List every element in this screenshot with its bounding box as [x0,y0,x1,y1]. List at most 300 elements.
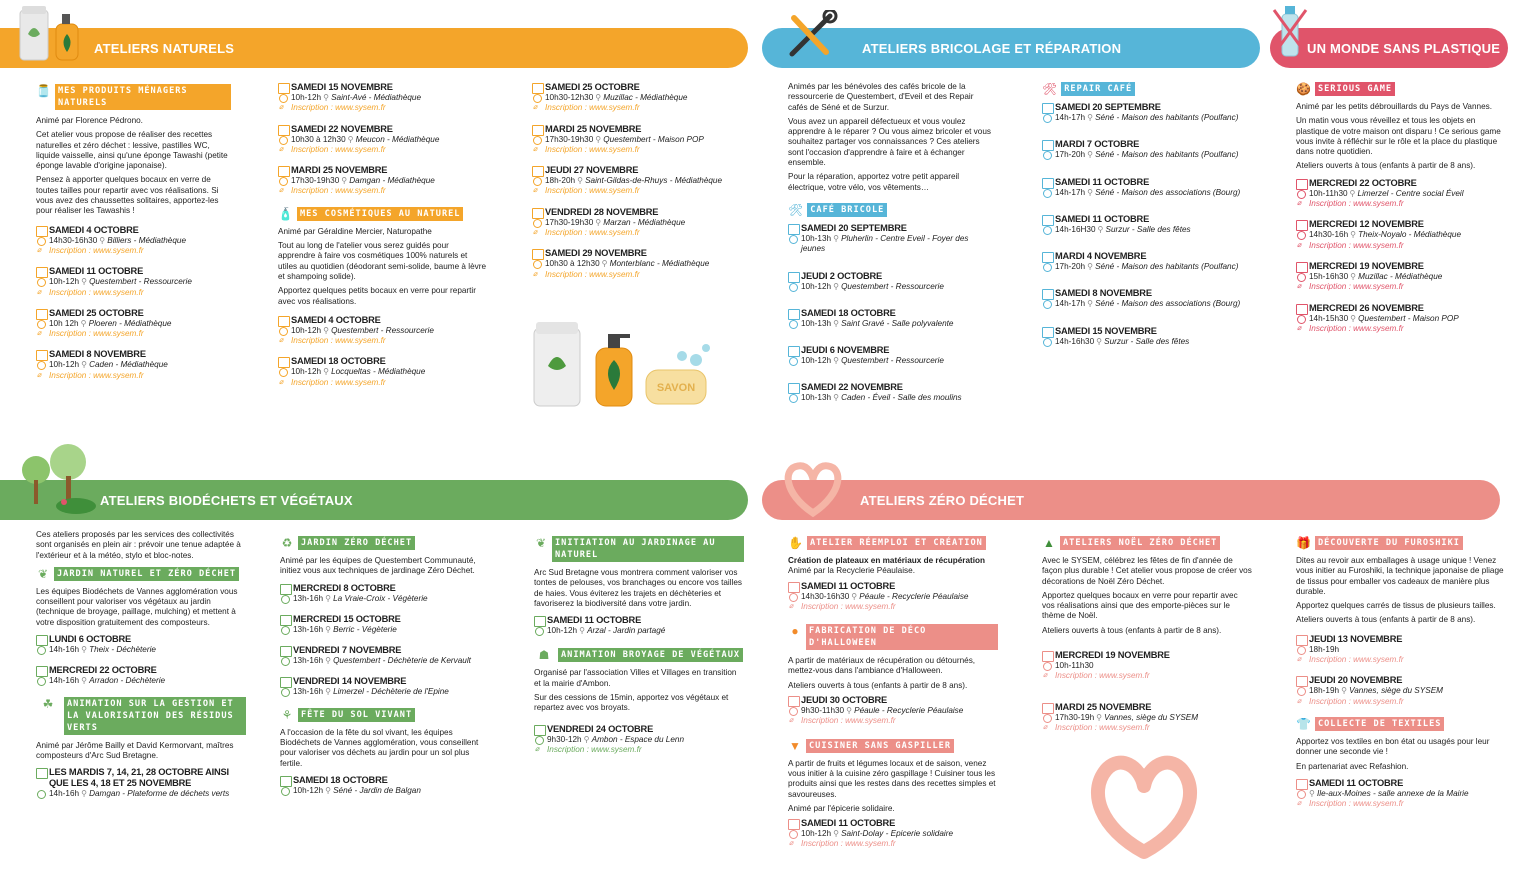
event-date: SAMEDI 11 OCTOBRE [788,818,998,829]
event-date: MARDI 25 NOVEMBRE [532,124,742,135]
event-date: SAMEDI 11 OCTOBRE [534,615,744,626]
event-inscription[interactable]: ⌀ Inscription : www.sysem.fr [36,246,231,256]
pin-icon: ⚲ [595,134,602,144]
time: 10h-12h [293,785,324,795]
text: Animé par Jérôme Bailly et David Kermorvant, maîtres composteurs d'Arc Sud Bretagne. [36,740,234,760]
heart-hands-illustration [1080,752,1208,862]
event [788,223,993,255]
time: 10h-12h [801,829,832,839]
event [278,82,488,114]
event-inscription[interactable]: ⌀ Inscription : www.sysem.fr [532,228,742,238]
time: 18h-19h [1309,686,1340,696]
event-time: ⚲ Ile-aux-Moines - salle annexe de la Mairie [1296,789,1506,799]
event-date: JEUDI 2 OCTOBRE [788,271,993,282]
time: 17h30-19h30 [545,134,594,144]
event-date: VENDREDI 28 NOVEMBRE [532,207,742,218]
text: Pour la réparation, apportez votre petit appareil électrique, votre vélo, vos vêtements… [788,172,960,192]
event-time: 10h-12h ⚲ Séné - Jardin de Balgan [280,786,490,796]
pin-icon: ⚲ [1341,686,1348,696]
event-date: JEUDI 30 OCTOBRE [788,695,998,706]
event-time [278,135,488,145]
event-inscription[interactable]: ⌀ Inscription : www.sysem.fr [532,145,742,155]
event-time [1042,150,1257,160]
place: Questembert - Ressourcerie [841,281,944,291]
event-time: 9h30-11h30 ⚲ Péaule - Recyclerie Péaulaise [788,706,998,716]
time: 10h 12h [49,318,79,328]
tshirt-icon: 👕 [1296,716,1311,731]
pin-icon: ⚲ [1096,712,1103,722]
event-date: SAMEDI 11 OCTOBRE [1296,778,1506,789]
event-date: SAMEDI 11 OCTOBRE [36,266,231,277]
event-time [1042,262,1257,272]
heart-hands-icon [778,458,848,520]
time: 14h30-16h30 [801,591,850,601]
event [36,308,231,340]
pin-icon: ⚲ [1349,188,1356,198]
place: Vannes, siège du SYSEM [1104,712,1199,722]
text: A partir de fruits et légumes locaux et de saison, venez vous initier à la cuisine zéro gaspillage ! Cuisiner tous les produits ainsi que les restes dans des recettes simples et savoureuses. [788,758,996,799]
place: Séné - Maison des associations (Bourg) [1095,187,1241,197]
pin-icon: ⚲ [1097,224,1104,234]
place: Péaule - Recyclerie Péaulaise [854,706,964,716]
text: Animé par Géraldine Mercier, Naturopathe [278,226,432,236]
section-title: ATELIER RÉEMPLOI ET CRÉATION [807,536,986,550]
event-date: SAMEDI 18 OCTOBRE [280,775,490,786]
place: Questembert - Maison POP [603,134,704,144]
text: Apportez quelques petits bocaux en verre pour repartir avec vos réalisations. [278,286,476,306]
event-date: VENDREDI 14 NOVEMBRE [280,676,490,687]
event-date: SAMEDI 25 OCTOBRE [36,308,231,319]
event-date: MERCREDI 22 OCTOBRE [1296,178,1506,189]
section-title: FÊTE DU SOL VIVANT [298,708,415,722]
event [532,207,742,239]
event [36,634,246,655]
event-time [532,93,742,103]
place: Berric - Végèterie [333,624,397,634]
section-title: ANIMATION SUR LA GESTION ET LA VALORISATION DES RÉSIDUS VERTS [64,697,246,735]
pin-icon: ⚲ [81,360,88,370]
event-date: MARDI 7 OCTOBRE [1042,139,1257,150]
trees-compost-icon [16,440,106,520]
time: 15h-16h30 [1309,271,1349,281]
pin-icon: ⚲ [341,176,348,186]
place: Muzillac - Médiathèque [603,93,688,102]
event-time [788,319,993,329]
pin-icon: ⚲ [1350,230,1357,240]
event [788,695,998,727]
time: 13h-16h [293,593,324,603]
event-date: SAMEDI 20 SEPTEMBRE [788,223,993,234]
event [280,676,490,697]
place: Questembert - Maison POP [1358,313,1459,323]
event-inscription[interactable]: ⌀ Inscription : www.sysem.fr [1296,799,1506,809]
place: Saint-Avé - Médiathèque [331,93,422,102]
event [1042,139,1257,160]
event-time [788,393,993,403]
event-inscription[interactable]: ⌀ Inscription : www.sysem.fr [1296,282,1506,292]
event-date: MERCREDI 22 OCTOBRE [36,665,246,676]
col-repair-cafe [1042,82,1257,363]
text: A partir de matériaux de récupération ou détournés, mettez-vous dans l'ambiance d'Halloween. [788,656,976,676]
place: Séné - Maison des associations (Bourg) [1095,299,1241,309]
text: Animés par les bénévoles des cafés bricole de la ressourcerie de Questembert, d'Eveil et des Repair cafés de Séné et de Surzur. [788,82,974,112]
event-time [278,176,488,186]
event-time [36,360,231,370]
section-title: ATELIERS NOËL ZÉRO DÉCHET [1060,536,1220,550]
text: Animé par l'épicerie solidaire. [788,803,895,813]
time: 10h-13h [801,318,832,328]
time: 10h-12h [291,93,322,102]
carrot-icon: ▼ [789,738,801,753]
event [1296,778,1506,810]
event-date: SAMEDI 4 OCTOBRE [278,315,488,326]
section-title: DÉCOUVERTE DU FUROSHIKI [1315,536,1463,550]
place: Surzur - Salle des fêtes [1105,224,1191,234]
event-date: SAMEDI 15 NOVEMBRE [1042,326,1257,337]
event [1042,650,1252,682]
event-date: MERCREDI 8 OCTOBRE [280,583,490,594]
pin-icon: ⚲ [325,593,332,603]
event-inscription[interactable]: ⌀ Inscription : www.sysem.fr [1296,655,1506,665]
place: Ambon - Espace du Lenn [591,734,685,744]
place: Arzal - Jardin partagé [587,626,666,636]
pin-icon: ⚲ [595,217,602,227]
event [1042,102,1257,123]
event-time [1042,661,1252,671]
event [1296,219,1506,251]
event-inscription[interactable]: ⌀ Inscription : www.sysem.fr [1296,697,1506,707]
event-date: VENDREDI 24 OCTOBRE [534,724,744,735]
event-inscription[interactable]: ⌀ Inscription : www.sysem.fr [532,186,742,196]
tools-icon: 🛠 [788,202,804,217]
time: 10h-12h [547,626,578,636]
section-title: JARDIN NATUREL ET ZÉRO DÉCHET [54,567,239,581]
event-inscription[interactable]: ⌀ Inscription : www.sysem.fr [36,288,231,298]
band-ateliers-naturels: ATELIERS NATURELS [0,28,748,68]
christmas-tree-icon: ▲ [1043,536,1055,550]
col-initiation-jardinage [534,536,744,767]
pin-icon: ⚲ [347,134,354,144]
event [1042,177,1257,198]
event [788,382,993,403]
text: Sur des cessions de 15min, apportez vos végétaux et repartez avec vos broyats. [534,693,729,713]
event-date: SAMEDI 8 NOVEMBRE [36,349,231,360]
text: Animé par les équipes de Questembert Communauté, initiez vous aux techniques de jardinage Zéro Déchet. [280,556,476,576]
col-naturels-2 [278,82,488,398]
event-inscription[interactable]: ⌀ Inscription : www.sysem.fr [1296,199,1506,209]
event-time [1042,225,1257,235]
event [280,775,490,796]
section-title: CAFÉ BRICOLE [807,203,887,217]
event-date: SAMEDI 11 OCTOBRE [788,581,998,592]
event [1296,178,1506,210]
col-reemploi [788,536,998,862]
event-date: SAMEDI 11 OCTOBRE [1042,177,1257,188]
event-time [1296,314,1506,324]
section-title: FABRICATION DE DÉCO D'HALLOWEEN [806,624,998,650]
band-bricolage: ATELIERS BRICOLAGE ET RÉPARATION [762,28,1260,68]
event-time [1296,272,1506,282]
place: Saint-Dolay - Epicerie solidaire [841,829,954,839]
event-time [788,234,993,255]
place: Saint Gravé - Salle polyvalente [841,318,954,328]
place: Damgan - Médiathèque [349,176,435,186]
text: Ateliers ouverts à tous (enfants à partir de 8 ans). [1296,161,1476,171]
pin-icon: ⚲ [833,356,840,366]
gift-icon: 🎁 [1296,536,1311,550]
time: 18h-20h [545,176,576,186]
place: Caden - Éveil - Salle des moulins [841,393,962,403]
event [788,818,998,850]
time: 14h-16H30 [1055,224,1096,234]
event-date: MERCREDI 26 NOVEMBRE [1296,303,1506,314]
event [36,665,246,686]
place: Caden - Médiathèque [89,360,168,370]
event [36,225,231,257]
event-date: MERCREDI 19 NOVEMBRE [1296,261,1506,272]
event-date: VENDREDI 7 NOVEMBRE [280,645,490,656]
text: Vous avez un appareil défectueux et vous voulez apprendre à le réparer ? Ou vous aimez bricoler et vous souhaitez partager vos connaissances ? Ces ateliers sont l'occasion d'apprendre à faire et à échanger ensemble. [788,116,991,168]
event-date: MARDI 25 NOVEMBRE [278,165,488,176]
event-time [278,326,488,336]
time: 10h30 à 12h30 [291,134,346,144]
place: Theix-Noyalo - Médiathèque [1358,230,1462,240]
event-date: MERCREDI 19 NOVEMBRE [1042,650,1252,661]
event-inscription[interactable]: ⌀ Inscription : www.sysem.fr [1042,671,1252,681]
time: 10h-12h [801,356,832,366]
text: Animé par les petits débrouillards du Pays de Vannes. [1296,102,1493,111]
event-inscription[interactable]: ⌀ Inscription : www.sysem.fr [532,103,742,113]
event-inscription[interactable]: ⌀ Inscription : www.sysem.fr [788,839,998,849]
no-plastic-bottle-icon [1272,4,1308,60]
event [532,248,742,280]
time: 10h-12h [291,367,322,377]
event-inscription[interactable]: ⌀ Inscription : www.sysem.fr [1296,241,1506,251]
pin-icon: ⚲ [595,93,602,102]
event-time [280,594,490,604]
pin-icon: ⚲ [577,176,584,186]
event-inscription[interactable]: ⌀ Inscription : www.sysem.fr [278,186,488,196]
leaf-icon: ❦ [535,536,547,550]
tools-icon [786,10,838,62]
col-naturels-3 [532,82,742,290]
section-title: REPAIR CAFÉ [1061,82,1135,96]
place: Pluherlin - Centre Eveil - Foyer des jeunes [801,233,969,254]
text: Apportez quelques bocaux en verre pour repartir avec vos réalisations ainsi que des emporte-pièces sur le thème de Noël. [1042,590,1238,621]
event [280,614,490,635]
event-date: SAMEDI 4 OCTOBRE [36,225,231,236]
section-title: COLLECTE DE TEXTILES [1315,717,1444,731]
time: 14h-16h [49,789,80,799]
event [532,165,742,197]
time: 10h-12h [801,281,832,291]
time: 10h-11h30 [1055,661,1094,671]
place: Questembert - Ressourcerie [841,356,944,366]
time: 17h30-19h30 [291,176,340,186]
text: Apportez vos textiles en bon état ou usagés pour leur donner une seconde vie ! [1296,736,1490,757]
time: 13h-16h [293,624,324,634]
place: Vannes, siège du SYSEM [1349,686,1443,696]
time: 17h-20h [1055,262,1086,272]
pin-icon: ⚲ [833,318,840,328]
time: 9h30-11h30 [801,706,845,716]
event [1296,303,1506,335]
time: 14h-17h [1055,299,1086,309]
event-inscription[interactable]: ⌀ Inscription : www.sysem.fr [278,103,488,113]
section-title: INITIATION AU JARDINAGE AU NATUREL [552,536,744,562]
jar-icon: 🫙 [36,84,51,98]
event [36,349,231,381]
event [278,124,488,156]
time: 9h30-12h [547,734,582,744]
text: Un matin vous vous réveillez et tous les objets en plastique de votre maison ont disparu ! Ce serious game vous invite à réfléchir sur le rôle et la place du plastique dans notre quotidien. [1296,116,1501,157]
event-time [1042,113,1257,123]
event-date: SAMEDI 29 NOVEMBRE [532,248,742,259]
time: 17h30-19h [1055,712,1095,722]
event [1296,261,1506,293]
pin-icon: ⚲ [1087,187,1094,197]
event-date: MERCREDI 15 OCTOBRE [280,614,490,625]
event-time [36,676,246,686]
time: 13h-16h [293,656,324,666]
event [278,165,488,197]
leaf-icon: ❦ [37,566,49,581]
place: Séné - Maison des habitants (Poulfanc) [1095,113,1239,122]
place: Limerzel - Centre social Éveil [1357,188,1464,198]
event-date: MARDI 25 NOVEMBRE [1042,702,1252,713]
col-noel-zero-dechet [1042,536,1252,753]
place: Séné - Maison des habitants (Poulfanc) [1095,150,1239,160]
event-time [280,656,490,666]
time: 14h-15h30 [1309,313,1349,323]
text: Dites au revoir aux emballages à usage unique ! Venez vous initier au Furoshiki, la technique japonaise de pliage de tissus pour emballer vos cadeaux de manière plus durable. [1296,556,1504,596]
event-inscription[interactable]: ⌀ Inscription : www.sysem.fr [1296,324,1506,334]
bottle-jar-icon [18,4,84,64]
event-inscription[interactable]: ⌀ Inscription : www.sysem.fr [532,270,742,280]
event-time [532,218,742,228]
place: Limerzel - Déchèterie de l'Epine [333,687,449,697]
pumpkin-icon: ● [791,624,799,639]
place: Ploeren - Médiathèque [88,318,172,328]
text: Ateliers ouverts à tous (enfants à partir de 8 ans). [788,680,968,690]
event-time [1042,299,1257,309]
event [788,308,993,329]
text: En partenariat avec Refashion. [1296,761,1409,771]
event-date: SAMEDI 22 NOVEMBRE [278,124,488,135]
col-jardin-zero-dechet [280,536,490,808]
event [280,583,490,604]
event-time [278,93,488,103]
band-biodechets: ATELIERS BIODÉCHETS ET VÉGÉTAUX [0,480,748,520]
col-furoshiki [1296,536,1506,821]
event-time: 14h-16h ⚲ Damgan - Plateforme de déchets verts [36,789,246,799]
event-inscription[interactable]: ⌀ Inscription : www.sysem.fr [788,716,998,726]
section-title: CUISINER SANS GASPILLER [806,739,954,753]
recycle-icon: ♻ [281,536,293,550]
event-inscription[interactable]: ⌀ Inscription : www.sysem.fr [36,371,231,381]
place: Péaule - Recyclerie Péaulaise [859,591,969,601]
place: Damgan - Plateforme de déchets verts [89,789,230,799]
place: La Vraie-Croix - Végèterie [333,593,428,603]
text: Les équipes Biodéchets de Vannes agglomération vous conseillent pour valoriser vos végétaux au jardin (technique de broyage, paillage, mulching) et mettent à votre disposition gratuitement des composteurs. [36,586,238,627]
section-title: JARDIN ZÉRO DÉCHET [298,536,415,550]
event [788,271,993,292]
event-time [1042,337,1257,347]
time: 17h30-19h30 [545,217,594,227]
place: Billiers - Médiathèque [107,235,186,245]
event-date: JEUDI 13 NOVEMBRE [1296,634,1506,645]
event-time [788,356,993,366]
event-time [278,367,488,377]
pin-icon: ⚲ [323,325,330,335]
event-inscription[interactable]: ⌀ Inscription : www.sysem.fr [278,336,488,346]
event [278,315,488,347]
event-time: 10h-12h ⚲ Arzal - Jardin partagé [534,626,744,636]
pin-icon: ⚲ [1087,150,1094,160]
event [1042,214,1257,235]
event-inscription[interactable]: ⌀ Inscription : www.sysem.fr [278,145,488,155]
time: 10h30 à 12h30 [545,259,600,269]
event-inscription[interactable]: ⌀ Inscription : www.sysem.fr [278,378,488,388]
time: 10h-13h [801,233,832,243]
pin-icon: ⚲ [81,676,88,686]
pin-icon: ⚲ [323,367,330,377]
event-date: JEUDI 20 NOVEMBRE [1296,675,1506,686]
event-time: 9h30-12h ⚲ Ambon - Espace du Lenn [534,735,744,745]
event [1296,634,1506,666]
place: Muzillac - Médiathèque [1358,271,1443,281]
text: Arc Sud Bretagne vous montrera comment valoriser vos tontes de pelouses, vos branchages ou encore vos tailles de haies. Vous éviterez les trajets en déchèteries et favoriserez la biodiversité dans votre jardin. [534,568,743,608]
text: Ateliers ouverts à tous (enfants à partir de 8 ans). [1042,625,1222,635]
event [532,124,742,156]
event [788,345,993,366]
place: Monterblanc - Médiathèque [609,259,710,269]
event-inscription[interactable]: ⌀ Inscription : www.sysem.fr [1042,723,1252,733]
place: Séné - Maison des habitants (Poulfanc) [1095,262,1239,272]
event-date: SAMEDI 18 OCTOBRE [788,308,993,319]
pin-icon: ⚲ [1087,113,1094,122]
place: Surzur - Salle des fêtes [1104,336,1190,346]
event [788,581,998,613]
time: 14h-17h [1055,187,1086,197]
pin-icon: ⚲ [1087,262,1094,272]
pin-icon: ⚲ [80,318,87,328]
place: Questembert - Ressourcerie [331,325,434,335]
band-zero-dechet: ATELIERS ZÉRO DÉCHET [762,480,1500,520]
col-jardin-naturel [36,530,246,812]
event-inscription[interactable]: ⌀ Inscription : www.sysem.fr [534,745,744,755]
place: Arradon - Déchèterie [89,676,166,686]
text: Avec le SYSEM, célébrez les fêtes de fin d'année de façon plus durable ! Cet atelier vous propose de créer vos décorations de Noël Zéro Déchet. [1042,556,1252,586]
text: Animé par Florence Pédrono. [36,116,143,125]
event [1296,675,1506,707]
text: A l'occasion de la fête du sol vivant, les équipes Biodéchets de Vannes agglomération, vous conseillent pour valoriser vos déchets au jardin pour un sol plus fertile. [280,727,479,768]
event-time [532,259,742,269]
time: 14h-16h [49,645,80,655]
event-time [1296,686,1506,696]
time: 14h30-16h30 [49,235,98,245]
place: Theix - Déchèterie [89,645,156,655]
band-sans-plastique: UN MONDE SANS PLASTIQUE [1270,28,1508,68]
text: Animé par la Recyclerie Péaulaise. [788,566,915,576]
pin-icon: ⚲ [325,687,332,697]
pin-icon: ⚲ [81,645,88,655]
section-title: MES COSMÉTIQUES AU NATUREL [297,207,464,221]
event-time [1296,645,1506,655]
event-inscription[interactable]: ⌀ Inscription : www.sysem.fr [36,329,231,339]
event-time [36,645,246,655]
event-inscription[interactable]: ⌀ Inscription : www.sysem.fr [788,602,998,612]
